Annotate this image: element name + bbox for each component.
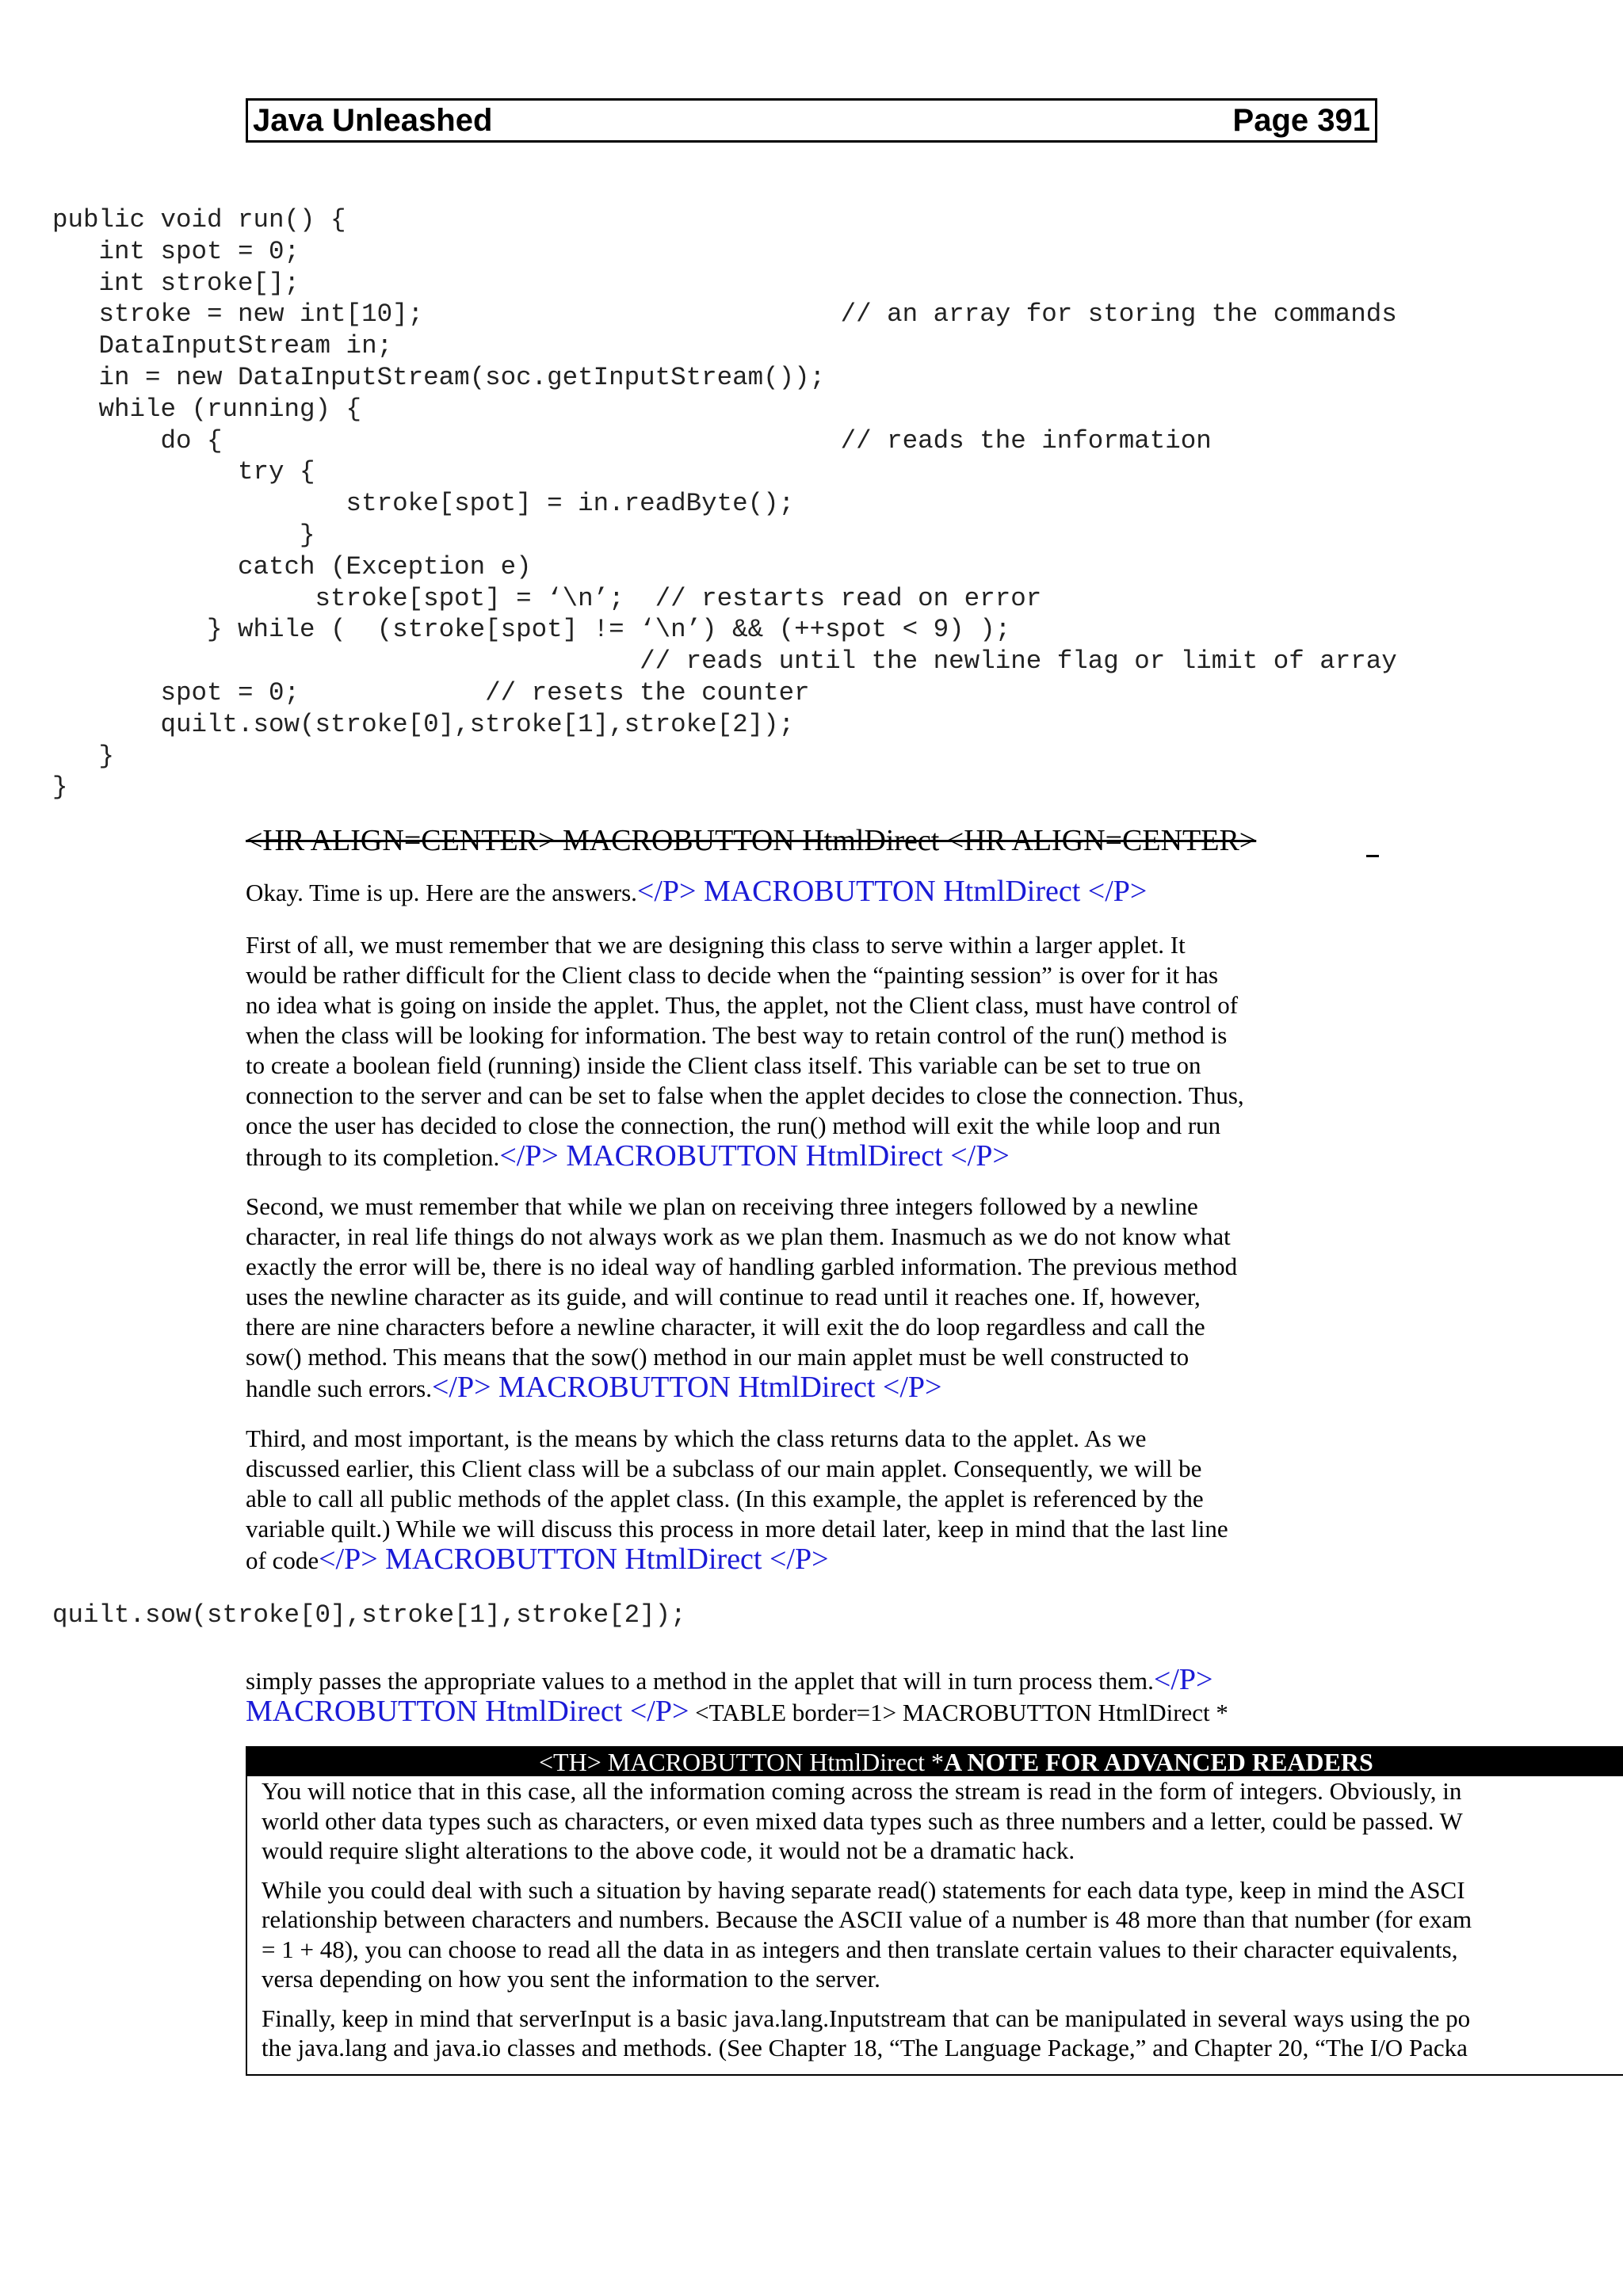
para_third-line — [246, 1454, 1379, 1484]
code-line: // reads until the newline flag or limit of array — [52, 646, 1397, 677]
code-line: quilt.sow(stroke[0],stroke[1],stroke[2]); — [52, 709, 795, 739]
simply-line-1 — [246, 1665, 1379, 1696]
code-line: while (running) { — [52, 394, 362, 424]
code-line: stroke[spot] = ‘\n’; // restarts read on error — [52, 583, 1042, 613]
macrobutton-link[interactable]: MACROBUTTON HtmlDirect </P> — [246, 1695, 689, 1728]
note-line: would require slight alterations to the above code, it would not be a dramatic hack. — [262, 1836, 1075, 1864]
note-header — [247, 1748, 1623, 1776]
paragraph-first — [246, 930, 1379, 1173]
macrobutton-link[interactable]: </P> MACROBUTTON HtmlDirect </P> — [636, 875, 1148, 908]
para_first-text: through to its completion. — [246, 1143, 500, 1171]
para_third-text: Third, and most important, is the means by which the class returns data to the applet. As we — [246, 1425, 1147, 1452]
para_second-text: sow() method. This means that the sow() method in our main applet must be well constructed to — [246, 1343, 1190, 1371]
macrobutton-link[interactable]: </P> MACROBUTTON HtmlDirect </P> — [499, 1139, 1010, 1173]
para_first-line — [246, 1081, 1379, 1111]
page-number: Page 391 — [1232, 102, 1370, 138]
para_second-line — [246, 1192, 1379, 1222]
para_second-text: handle such errors. — [246, 1375, 432, 1402]
note-line: relationship between characters and numbers. Because the ASCII value of a number is 48 more than that number (for exam — [262, 1905, 1472, 1933]
code-line: do { // reads the information — [52, 425, 1212, 456]
advanced-note-box — [246, 1746, 1623, 2076]
code-line: spot = 0; // resets the counter — [52, 677, 810, 707]
code-line: int stroke[]; — [52, 268, 300, 298]
para_second-line — [246, 1252, 1379, 1282]
macrobutton-link[interactable]: </P> MACROBUTTON HtmlDirect </P> — [319, 1543, 829, 1576]
para_third-text: variable quilt.) While we will discuss this process in more detail later, keep in mind that the last line — [246, 1515, 1228, 1543]
note-head-title: A NOTE FOR ADVANCED READERS — [944, 1748, 1373, 1776]
note-line: = 1 + 48), you can choose to read all the data in as integers and then translate certain values to their character equivalents, — [262, 1935, 1458, 1963]
note-body — [247, 1776, 1623, 2063]
code-line: int spot = 0; — [52, 236, 300, 266]
para_second-line — [246, 1372, 1379, 1404]
code-line: in = new DataInputStream(soc.getInputStream()); — [52, 362, 826, 392]
para_third-text: able to call all public methods of the applet class. (In this example, the applet is referenced by the — [246, 1485, 1204, 1512]
note-line: While you could deal with such a situation by having separate read() statements for each data type, keep in mind the ASCI — [262, 1875, 1465, 1904]
para_first-text: would be rather difficult for the Client class to decide when the “painting session” is over for it has — [246, 961, 1219, 989]
code-line: } — [52, 741, 115, 771]
para_second-text: uses the newline character as its guide, and will continue to read until it reaches one. If, however, — [246, 1283, 1201, 1310]
para_first-text: connection to the server and can be set to false when the applet decides to close the connection. Thus, — [246, 1081, 1244, 1109]
note-line: You will notice that in this case, all the information coming across the stream is read in the form of integers. Obviously, in — [262, 1777, 1462, 1805]
para_first-text: when the class will be looking for information. The best way to retain control of the run() method is — [246, 1021, 1228, 1049]
para_second-line — [246, 1312, 1379, 1342]
para_first-line — [246, 1020, 1379, 1051]
para_first-line — [246, 960, 1379, 990]
paragraph-third — [246, 1424, 1379, 1576]
para_third-line — [246, 1514, 1379, 1544]
code-line: } while ( (stroke[spot] != ‘\n’) && (++spot < 9) ); — [52, 615, 1011, 645]
note-line: the java.lang and java.io classes and methods. (See Chapter 18, “The Language Package,” and Chapter 20, “The I/O Packa — [262, 2034, 1468, 2061]
para_first-line — [246, 930, 1379, 960]
simply-line-2 — [246, 1696, 1379, 1728]
macrobutton-link[interactable]: </P> MACROBUTTON HtmlDirect </P> — [432, 1371, 942, 1404]
para_second-text: exactly the error will be, there is no ideal way of handling garbled information. The previous method — [246, 1253, 1238, 1280]
para_first-text: First of all, we must remember that we are designing this class to serve within a larger applet. It — [246, 931, 1186, 959]
code-line: catch (Exception e) — [52, 551, 532, 582]
code-line: DataInputStream in; — [52, 331, 393, 361]
table-marker: <TABLE border=1> MACROBUTTON HtmlDirect * — [689, 1699, 1228, 1726]
para_third-line — [246, 1544, 1379, 1576]
note-paragraph-2 — [262, 1875, 1623, 1994]
paragraph-second — [246, 1192, 1379, 1404]
para_first-text: no idea what is going on inside the applet. Thus, the applet, not the Client class, must have control of — [246, 991, 1239, 1019]
intro-text: Okay. Time is up. Here are the answers. — [246, 879, 637, 906]
para_third-line — [246, 1484, 1379, 1514]
code-line: stroke[spot] = in.readByte(); — [52, 489, 795, 519]
hr-macro-marker: <HR ALIGN=CENTER> MACROBUTTON HtmlDirect <HR ALIGN=CENTER> — [246, 824, 1257, 857]
code-line: stroke = new int[10]; // an array for storing the commands — [52, 299, 1397, 330]
code-line: public void run() { — [52, 205, 346, 235]
code-line: try { — [52, 457, 315, 487]
para_second-line — [246, 1282, 1379, 1312]
para_second-text: there are nine characters before a newline character, it will exit the do loop regardless and call the — [246, 1313, 1205, 1341]
note-line: world other data types such as characters, or even mixed data types such as three numbers and a letter, could be passed. W — [262, 1806, 1463, 1835]
hr-trailing-mark — [1366, 855, 1379, 857]
para_third-text: of code — [246, 1547, 319, 1574]
para_second-line — [246, 1222, 1379, 1252]
para_third-text: discussed earlier, this Client class will be a subclass of our main applet. Consequently, we will be — [246, 1455, 1202, 1482]
para_first-line — [246, 1141, 1379, 1173]
note-paragraph-3 — [262, 2004, 1623, 2063]
para_second-line — [246, 1342, 1379, 1372]
para_third-line — [246, 1424, 1379, 1454]
page-header — [246, 98, 1377, 143]
para_second-text: character, in real life things do not always work as we plan them. Inasmuch as we do not know what — [246, 1222, 1231, 1250]
para_first-line — [246, 1111, 1379, 1141]
simply-text: simply passes the appropriate values to a method in the applet that will in turn process them. — [246, 1667, 1154, 1695]
para_second-text: Second, we must remember that while we plan on receiving three integers followed by a newline — [246, 1192, 1198, 1220]
note-line: Finally, keep in mind that serverInput is a basic java.lang.Inputstream that can be manipulated in several ways using the po — [262, 2004, 1471, 2032]
para_first-line — [246, 1051, 1379, 1081]
book-title: Java Unleashed — [253, 102, 493, 138]
para_first-text: once the user has decided to close the connection, the run() method will exit the while loop and run — [246, 1112, 1221, 1139]
para_first-text: to create a boolean field (running) inside the Client class itself. This variable can be set to true on — [246, 1051, 1201, 1079]
macrobutton-link[interactable]: </P> — [1153, 1663, 1213, 1696]
paragraph-simply — [246, 1665, 1379, 1728]
note-paragraph-1 — [262, 1776, 1623, 1866]
code-line: } — [52, 520, 315, 550]
note-head-prefix: <TH> MACROBUTTON HtmlDirect * — [539, 1748, 945, 1776]
code-line: } — [52, 772, 68, 803]
para_first-line — [246, 990, 1379, 1020]
paragraph-intro — [246, 876, 1379, 908]
note-line: versa depending on how you sent the information to the server. — [262, 1965, 880, 1993]
code-block-run-method — [52, 204, 1397, 803]
code-line-quilt-sow: quilt.sow(stroke[0],stroke[1],stroke[2]); — [52, 1600, 686, 1630]
